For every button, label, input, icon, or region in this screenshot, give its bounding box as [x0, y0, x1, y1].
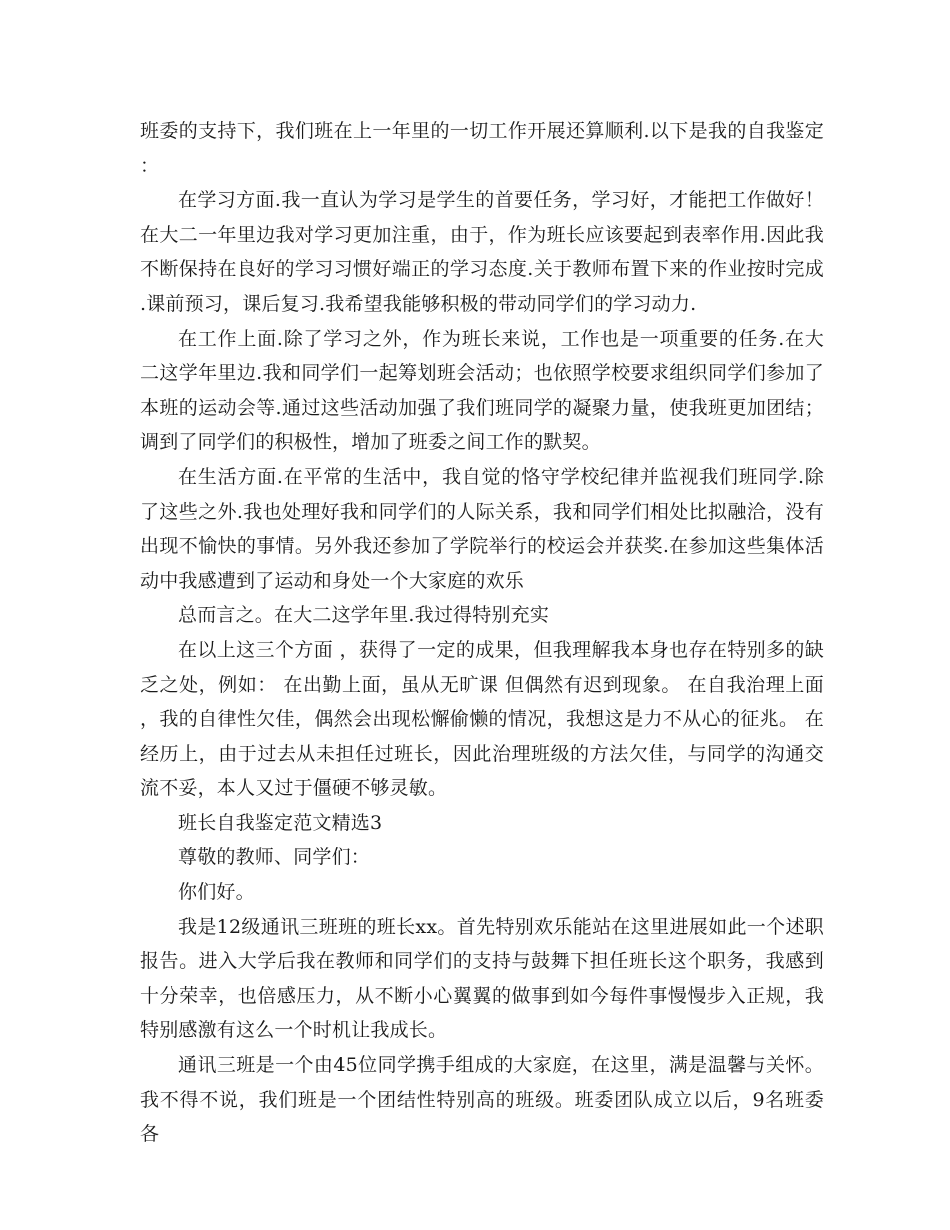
paragraph-work: 在工作上面.除了学习之外，作为班长来说，工作也是一项重要的任务.在大二这学年里边.我和同学们一起筹划班会活动；也依照学校要求组织同学们参加了本班的运动会等.通过这些活动加强了我们班同学的凝聚力量，使我班更加团结；调到了同学们的积极性，增加了班委之间工作的默契。	[140, 327, 824, 454]
paragraph-shortcomings: 在以上这三个方面 ，获得了一定的成果，但我理解我本身也存在特别多的缺乏之处，例如： 在出勤上面，虽从无旷课 但偶然有迟到现象。 在自我治理上面，我的自律性欠佳，偶然会出现松懈偷懒的情况，我想这是力不从心的征兆。 在经历上，由于过去从未担任过班长，因此治理班级的方法欠佳，与同学的沟通交流不妥，本人又过于僵硬不够灵敏。	[140, 638, 824, 800]
document-body	[140, 114, 824, 1152]
greeting: 你们好。	[178, 881, 255, 904]
paragraph-class-description: 通讯三班是一个由45位同学携手组成的大家庭，在这里，满是温馨与关怀。我不得不说，我们班是一个团结性特别高的班级。班委团队成立以后，9名班委各	[140, 1054, 824, 1146]
paragraph-introduction: 我是12级通讯三班班的班长xx。首先特别欢乐能站在这里进展如此一个述职报告。进入大学后我在教师和同学们的支持与鼓舞下担任班长这个职务，我感到十分荣幸，也倍感压力，从不断小心翼翼的做事到如今每件事慢慢步入正规，我特别感激有这么一个时机让我成长。	[140, 915, 824, 1042]
paragraph-intro-continuation: 班委的支持下，我们班在上一年里的一切工作开展还算顺利.以下是我的自我鉴定：	[140, 120, 824, 177]
paragraph-summary: 总而言之。在大二这学年里.我过得特别充实	[178, 604, 550, 627]
paragraph-study: 在学习方面.我一直认为学习是学生的首要任务，学习好，才能把工作做好！在大二一年里边我对学习更加注重，由于，作为班长应该要起到表率作用.因此我不断保持在良好的学习习惯好端正的学习态度.关于教师布置下来的作业按时完成.课前预习，课后复习.我希望我能够积极的带动同学们的学习动力.	[140, 189, 824, 315]
section-heading: 班长自我鉴定范文精选3	[178, 811, 383, 834]
paragraph-life: 在生活方面.在平常的生活中，我自觉的恪守学校纪律并监视我们班同学.除了这些之外.我也处理好我和同学们的人际关系，我和同学们相处比拟融洽，没有出现不愉快的事情。另外我还参加了学院举行的校运会并获奖.在参加这些集体活动中我感遭到了运动和身处一个大家庭的欢乐	[140, 465, 824, 592]
salutation: 尊敬的教师、同学们：	[178, 846, 371, 869]
